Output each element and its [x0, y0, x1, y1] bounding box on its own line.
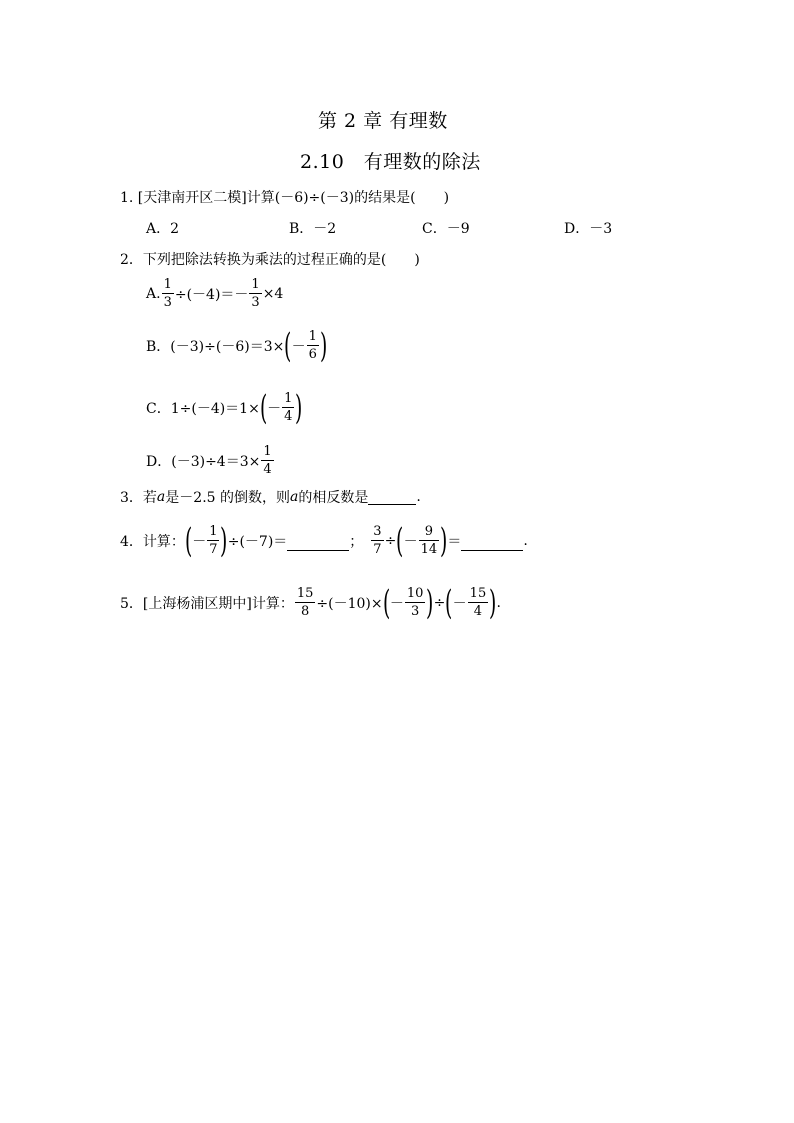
close-paren: ) [319, 325, 328, 366]
variable-a: a [290, 489, 299, 505]
expression-text: ×4 [262, 285, 284, 302]
q5-end: . [496, 594, 501, 611]
question-1: 1. [天津南开区二模]计算(－6)÷(－3)的结果是( ) [120, 190, 450, 206]
option-label: B． [146, 338, 171, 355]
open-paren: ( [445, 582, 453, 623]
answer-blank[interactable] [368, 490, 416, 505]
q1-option-c: C．－9 [422, 221, 470, 237]
question-4 [120, 520, 528, 561]
open-paren: ( [382, 582, 390, 623]
answer-blank[interactable] [287, 530, 349, 551]
minus-sign: － [192, 533, 207, 550]
q5-label: 5．[上海杨浦区期中]计算： [120, 595, 294, 612]
q3-text: 3．若 [120, 490, 157, 506]
separator: ； [349, 533, 364, 550]
minus-sign: － [389, 595, 404, 612]
fraction: $\frac{9}{14}$ [420, 524, 438, 557]
expression-text: (－3)÷4＝3× [171, 453, 261, 470]
q4-label: 4．计算： [120, 533, 185, 550]
expression-text: ÷(－7)＝ [227, 533, 288, 550]
fraction: $\frac{3}{7}$ [373, 524, 382, 557]
expression-text: ÷(－10)× [316, 595, 383, 612]
q1-option-d: D．－3 [564, 221, 613, 237]
division-sign: ÷ [384, 532, 397, 549]
minus-sign: － [403, 533, 418, 550]
fraction: $\frac{1}{3}$ [163, 277, 172, 310]
fraction: $\frac{10}{3}$ [406, 586, 424, 619]
division-sign: ÷ [433, 594, 446, 611]
fraction: $\frac{1}{6}$ [308, 329, 317, 362]
fraction: $\frac{15}{4}$ [469, 586, 487, 619]
option-label: A. [146, 285, 161, 302]
option-label: D． [146, 453, 172, 470]
q3-text: 的相反数是 [298, 490, 369, 506]
minus-sign: － [267, 400, 282, 417]
question-3 [120, 487, 421, 507]
expression-text: 1÷(－4)＝1× [170, 400, 260, 417]
q1-option-a: A．2 [146, 221, 180, 237]
open-paren: ( [396, 520, 404, 561]
chapter-title: 第 2 章 有理数 [318, 110, 448, 132]
close-paren: ) [426, 582, 434, 623]
equals-sign: ＝ [447, 533, 462, 550]
question-2: 2．下列把除法转换为乘法的过程正确的是( ) [120, 252, 420, 268]
open-paren: ( [259, 387, 268, 428]
question-5 [120, 582, 501, 623]
close-paren: ) [295, 387, 303, 428]
q2-option-b [146, 325, 328, 366]
minus-sign: － [452, 595, 467, 612]
q1-option-b: B．－2 [289, 221, 337, 237]
open-paren: ( [184, 520, 193, 561]
section-title: 2.10 有理数的除法 [300, 151, 481, 173]
q2-option-c [146, 387, 303, 428]
variable-a: a [156, 489, 166, 505]
fraction: $\frac{1}{3}$ [251, 277, 260, 310]
expression-text: (－3)÷(－6)＝3× [170, 338, 285, 355]
q4-end: . [523, 532, 528, 549]
close-paren: ) [220, 520, 228, 561]
answer-blank[interactable] [461, 530, 523, 551]
q2-option-a [146, 276, 283, 311]
fraction: $\frac{1}{7}$ [209, 524, 218, 557]
fraction: $\frac{1}{4}$ [263, 444, 272, 477]
q3-text: . [416, 489, 421, 505]
close-paren: ) [440, 520, 448, 561]
fraction: $\frac{15}{8}$ [296, 586, 314, 619]
close-paren: ) [489, 582, 497, 623]
q3-text: 是－2.5 的倒数，则 [165, 490, 290, 506]
option-label: C． [146, 400, 171, 417]
minus-sign: － [291, 338, 306, 355]
q2-option-d [146, 443, 275, 478]
open-paren: ( [284, 325, 292, 366]
fraction: $\frac{1}{4}$ [284, 391, 293, 424]
expression-text: ÷(－4)＝－ [174, 286, 249, 303]
